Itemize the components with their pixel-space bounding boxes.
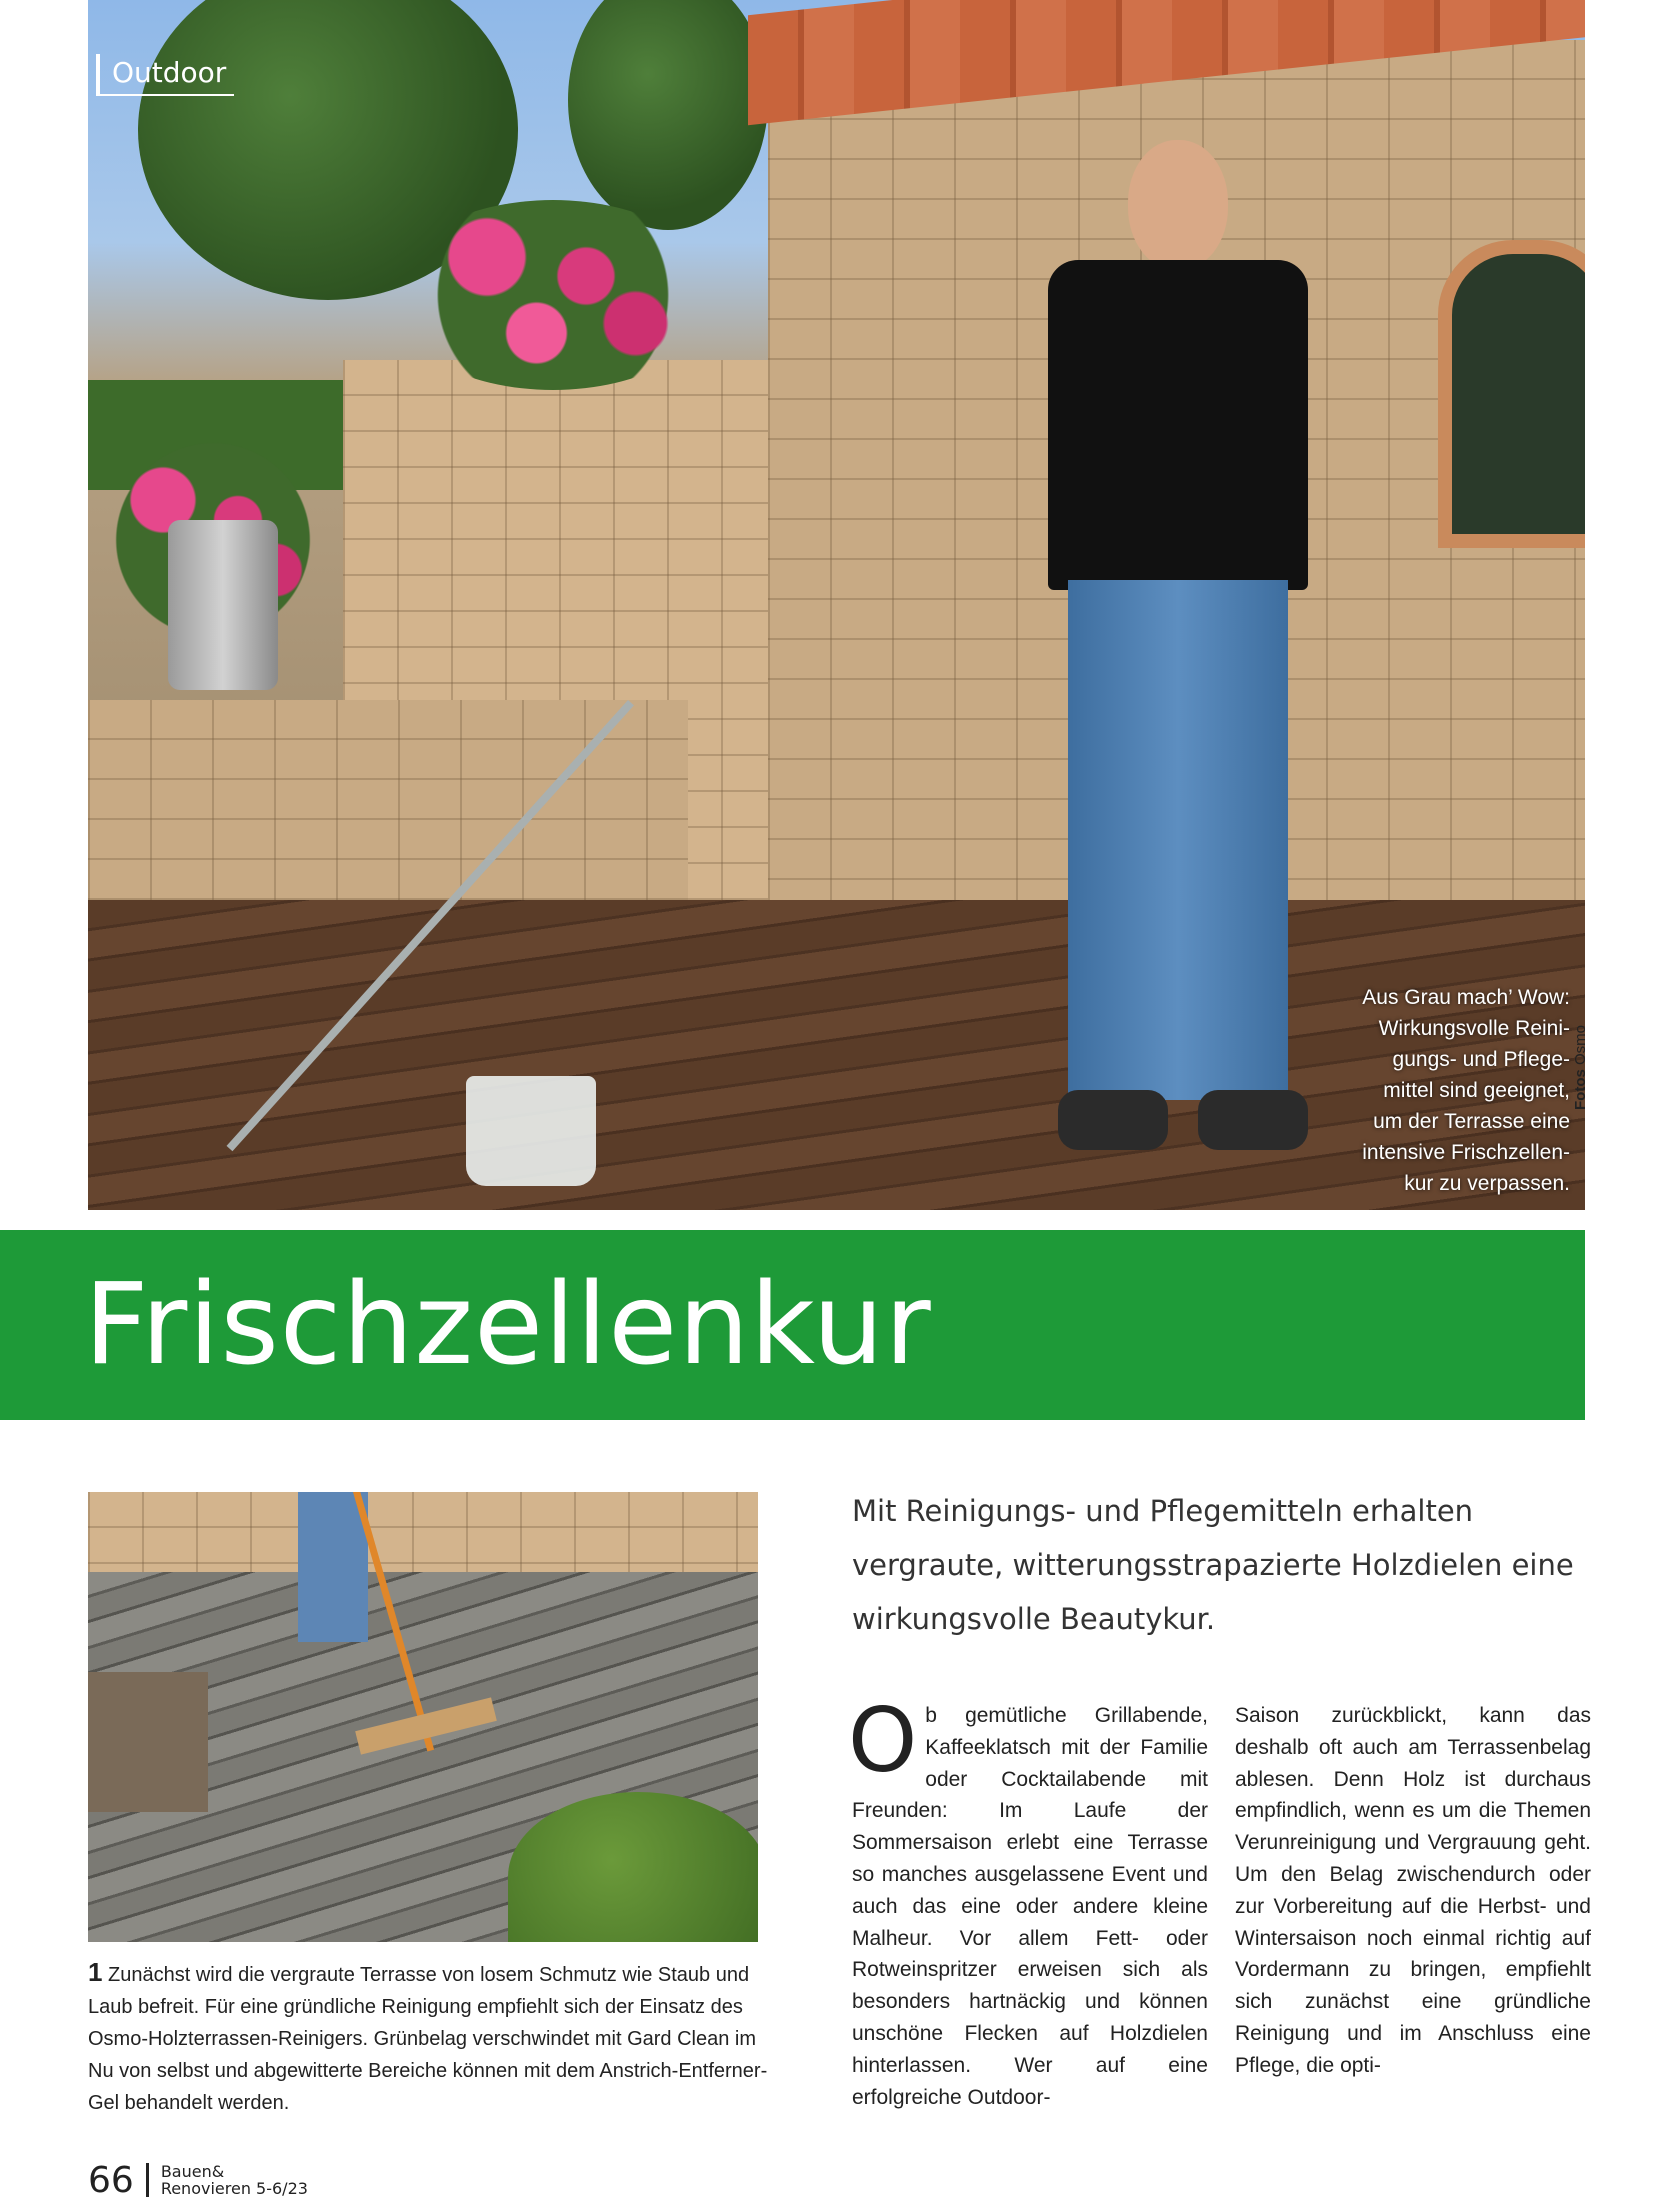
body-column-1: [848, 1689, 1208, 2113]
photo-tree: [568, 0, 768, 230]
hero-caption-line: kur zu verpassen.: [1404, 1172, 1570, 1195]
body-column-2: Saison zurückblickt, kann das deshalb oft auch am Terrassenbelag ablesen. Denn Holz ist durchaus empfindlich, wenn es um die Themen Verunreinigung und Vergrauung geht. Um den Belag zwischendurch oder zur Vorbereitung auf die Herbst- und Wintersaison noch einmal richtig auf Vordermann zu bringen, empfiehlt sich zunächst eine gründliche Reinigung und im Anschluss eine Pflege, die opti-: [1235, 1704, 1591, 2077]
figure-caption: [88, 1956, 768, 2119]
hero-caption-line: um der Terrasse eine: [1373, 1110, 1570, 1133]
section-label: Outdoor: [96, 54, 234, 96]
footer-separator: [146, 2163, 149, 2197]
magazine-name: [161, 2163, 308, 2197]
figure-photo: [88, 1492, 758, 1942]
photo-legs: [298, 1492, 368, 1642]
magazine-issue-line: Renovieren 5-6/23: [160, 2179, 308, 2198]
photo-credit-label: Fotos: [1572, 1069, 1589, 1110]
hero-caption-line: gungs- und Pflege-: [1392, 1048, 1570, 1071]
hero-caption-line: Aus Grau mach’ Wow:: [1362, 986, 1570, 1009]
figure-caption-text: Zunächst wird die vergraute Terrasse von losem Schmutz wie Staub und Laub befreit. Für eine gründliche Reinigung empfiehlt sich der Einsatz des Osmo-Holzterrassen-Reinigers. Grünbelag verschwindet mit Gard Clean im Nu von selbst und abgewitterte Bereiche können mit dem Anstrich-Entferner-Gel behandelt werden.: [88, 1964, 768, 2114]
lead-paragraph: Mit Reinigungs- und Pflegemitteln erhalten vergraute, witterungsstrapazierte Holzdielen eine wirkungsvolle Beautykur.: [852, 1494, 1574, 1636]
figure-number: 1: [88, 1957, 103, 1987]
drop-cap: O: [848, 1689, 918, 1792]
photo-flowers: [388, 200, 718, 390]
page-number: 66: [88, 2159, 134, 2201]
photo-credit-name: Osmo: [1572, 1024, 1589, 1065]
hero-caption-line: Wirkungsvolle Reini-: [1378, 1017, 1570, 1040]
magazine-name-line: Bauen&: [160, 2162, 225, 2181]
photo-credit: [1572, 1025, 1589, 1110]
hero-caption-line: mittel sind geeignet,: [1383, 1079, 1570, 1102]
body-column-1-text: b gemütliche Grillabende, Kaffeeklatsch mit der Familie oder Cocktailabende mit Freunden: Im Laufe der Sommersaison erlebt eine Terrasse so manches ausgelassene Event und auch das eine oder andere kleine Malheur. Vor allem Fett- oder Rotweinspritzer erweisen sich als besonders hartnäckig und können unschöne Flecken auf Holzdielen hinterlassen. Wer auf eine erfolgreiche Outdoor-: [852, 1704, 1208, 2109]
photo-bucket: [466, 1076, 596, 1186]
page-footer: [88, 2160, 308, 2200]
photo-watering-can: [168, 520, 278, 690]
page-title: Frischzellenkur: [84, 1260, 932, 1390]
photo-window: [1438, 240, 1585, 548]
hero-caption-line: intensive Frischzellen-: [1362, 1141, 1570, 1164]
photo-gravel: [88, 1672, 208, 1812]
hero-caption: [1280, 982, 1570, 1199]
